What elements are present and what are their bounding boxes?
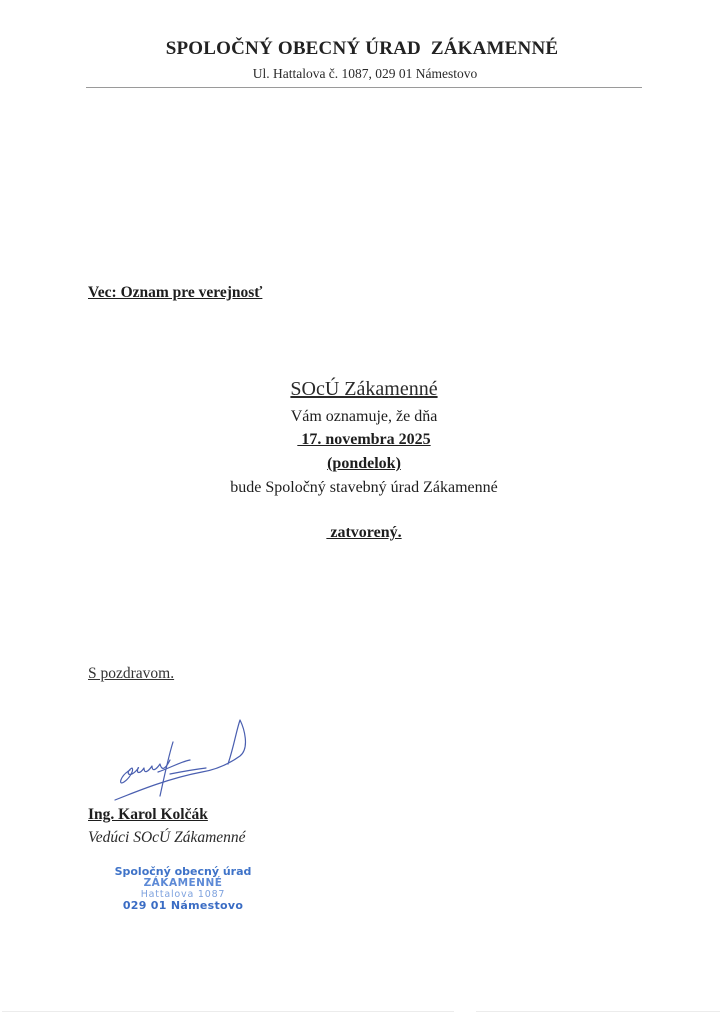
letterhead-title: SPOLOČNÝ OBECNÝ ÚRAD ZÁKAMENNÉ [165,38,559,59]
letterhead-address: Ul. Hattalova č. 1087, 029 01 Námestovo [252,66,478,81]
signatory-role: Vedúci SOcÚ Zákamenné [88,829,246,846]
footer-divider-right [476,1011,720,1012]
signatory-name: Ing. Karol Kolčák [88,806,208,823]
notice-organization: SOcÚ Zákamenné [290,378,438,400]
stamp-line-town: ZÁKAMENNÉ [143,877,223,890]
letterhead-divider [86,87,642,88]
stamp-line-postal: 029 01 Námestovo [122,899,244,913]
subject-line: Vec: Oznam pre verejnosť [88,284,263,301]
official-stamp [108,866,258,912]
notice-intro: Vám oznamuje, že dňa [290,408,438,425]
footer-divider-left [2,1011,454,1012]
stamp-line-street: Hattalova 1087 [140,888,226,900]
notice-office: bude Spoločný stavebný úrad Zákamenné [230,479,498,496]
notice-date: 17. novembra 2025 [297,431,431,448]
signature-icon [110,712,270,812]
closing-greeting: S pozdravom. [88,665,175,682]
notice-status: zatvorený. [326,524,402,541]
stamp-line-office: Spoločný obecný úrad [114,865,252,878]
notice-weekday: (pondelok) [327,455,401,472]
